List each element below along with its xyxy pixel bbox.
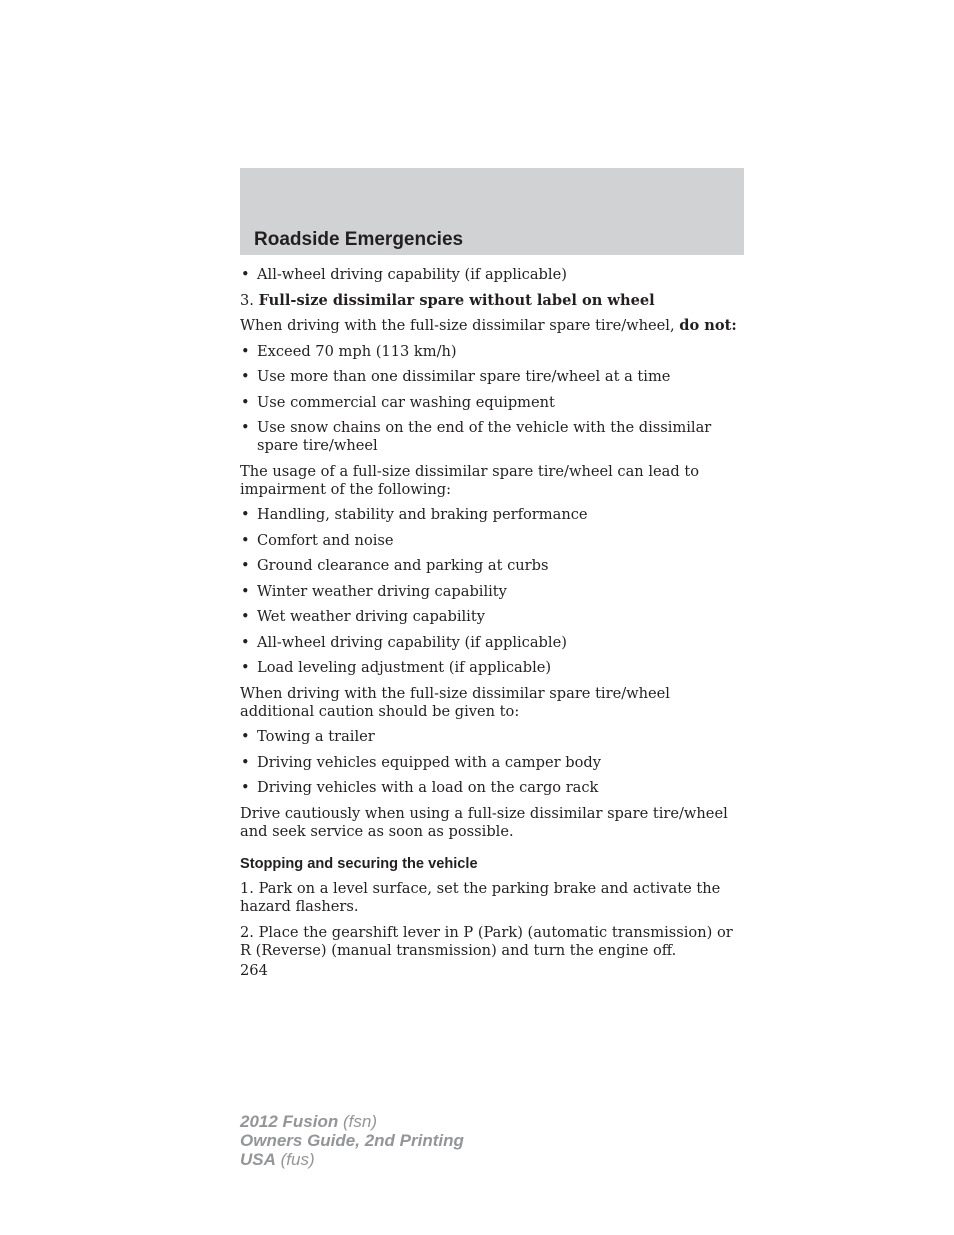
bullet-item: • Use more than one dissimilar spare tire/wheel at a time [241,368,671,385]
document-footer [240,1112,464,1169]
step-2: 2. Place the gearshift lever in P (Park) (automatic transmission) or R (Reverse) (manual transmission) and turn the engine off. [240,923,733,959]
bullet-item: • Ground clearance and parking at curbs [241,557,549,574]
bullet-dot: • [241,506,250,523]
subheading: Stopping and securing the vehicle [240,855,478,872]
bullet-item: • Comfort and noise [241,531,394,549]
bullet-dot: • [241,728,250,745]
bullet-dot: • [241,557,250,574]
footer-line-1: 2012 Fusion (fsn) [240,1112,377,1131]
bullet-item: • Exceed 70 mph (113 km/h) [241,342,457,360]
page-number: 264 [240,961,268,979]
bullet-dot: • [241,393,250,411]
paragraph-usage: The usage of a full-size dissimilar spare tire/wheel can lead to impairment of the following: [240,462,699,498]
step-1: 1. Park on a level surface, set the parking brake and activate the hazard flashers. [240,880,721,915]
bullet-dot: • [241,266,250,283]
bullet-item: • Towing a trailer [241,728,375,745]
bullet-item: • All-wheel driving capability (if applicable) [241,633,567,651]
bullet-item: • Handling, stability and braking performance [241,506,588,523]
bullet-dot: • [241,753,250,771]
bullet-item: • All-wheel driving capability (if applicable) [241,266,567,283]
bullet-dot: • [241,633,250,651]
section-title: Roadside Emergencies [254,229,464,250]
bullet-item: • Driving vehicles with a load on the cargo rack [241,779,599,796]
section-header [240,168,744,255]
paragraph-do-not: When driving with the full-size dissimilar spare tire/wheel, do not: [240,317,737,334]
bullet-item: • Load leveling adjustment (if applicable) [241,659,552,676]
footer-line-2: Owners Guide, 2nd Printing [240,1131,464,1150]
bullet-item: • Winter weather driving capability [241,582,507,600]
bullet-item: • Use commercial car washing equipment [241,393,555,411]
bullet-item: • Driving vehicles equipped with a camper body [241,753,601,771]
bullet-dot: • [241,368,250,385]
bullet-item: • Wet weather driving capability [241,608,485,625]
bullet-dot: • [241,608,250,625]
bullet-dot: • [241,419,250,436]
paragraph-caution: When driving with the full-size dissimilar spare tire/wheel additional caution should be given to: [240,684,670,720]
bullet-dot: • [241,659,250,676]
bullet-dot: • [241,582,250,600]
bullet-dot: • [241,342,250,360]
paragraph-drive-cautiously: Drive cautiously when using a full-size dissimilar spare tire/wheel and seek service as soon as possible. [240,804,728,840]
numbered-item-3: 3. Full-size dissimilar spare without label on wheel [240,291,655,309]
footer-line-3: USA (fus) [240,1150,315,1169]
bullet-dot: • [241,531,250,549]
bullet-dot: • [241,779,250,796]
page-content [240,266,740,980]
bullet-item: • Use snow chains on the end of the vehicle with the dissimilar spare tire/wheel [241,419,712,454]
